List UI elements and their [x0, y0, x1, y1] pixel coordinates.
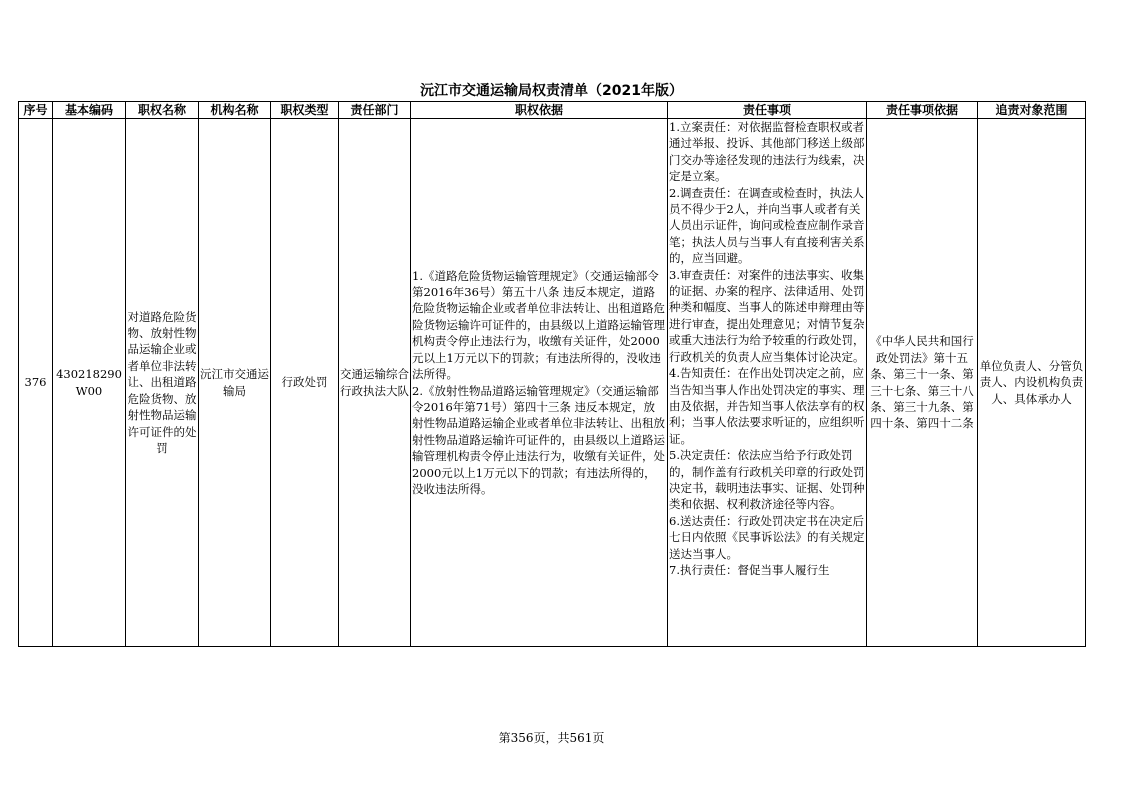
duty-item: 5.决定责任：依法应当给予行政处罚的，制作盖有行政机关印章的行政处罚决定书，载明违法事实、证据、处罚种类和依据、权利救济途径等内容。: [669, 448, 865, 512]
page-title: 沅江市交通运输局权责清单（2021年版）: [420, 83, 683, 99]
cell-scope: 单位负责人、分管负责人、内设机构负责人、具体承办人: [978, 119, 1086, 647]
duty-item: 2.调查责任：在调查或检查时，执法人员不得少于2人，并向当事人或者有关人员出示证件，询问或检查应制作录音笔；执法人员与当事人有直接利害关系的，应当回避。: [669, 185, 865, 266]
cell-org: 沅江市交通运输局: [199, 119, 271, 647]
power-list-table: [18, 101, 1086, 647]
duty-item: 6.送达责任：行政处罚决定书在决定后七日内依照《民事诉讼法》的有关规定送达当事人。: [669, 513, 865, 561]
cell-power-name: 对道路危险货物、放射性物品运输企业或者单位非法转让、出租道路危险货物、放射性物品运输许可证件的处罚: [126, 119, 199, 647]
table-row: [19, 119, 1086, 647]
header-duty-basis: 责任事项依据: [867, 102, 978, 119]
duty-item: 7.执行责任：督促当事人履行生: [669, 562, 830, 577]
header-duties: 责任事项: [668, 102, 867, 119]
duty-item: 1.立案责任：对依据监督检查职权或者通过举报、投诉、其他部门移送上级部门交办等途径发现的违法行为线索，决定是立案。: [669, 120, 865, 184]
header-org: 机构名称: [199, 102, 271, 119]
cell-duties: [668, 119, 867, 647]
basis-item: 1.《道路危险货物运输管理规定》（交通运输部令第2016年36号）第五十八条 违反本规定，道路危险货物运输企业或者单位非法转让、出租道路危险货物运输许可证件的，由县级以上道路运输管理机构责令停止违法行为，收缴有关证件，处2000元以上1万元以下的罚款；有违法所得的，没收违法所得。: [412, 268, 665, 382]
page-number: 第356页，共561页: [498, 731, 605, 745]
cell-basis: [411, 119, 668, 647]
table-header-row: [19, 102, 1086, 119]
basis-item: 2.《放射性物品道路运输管理规定》（交通运输部令2016年第71号）第四十三条 违反本规定，放射性物品道路运输企业或者单位非法转让、出租放射性物品道路运输许可证件的，由县级以上道路运输管理机构责令停止违法行为，收缴有关证件，处2000元以上1万元以下的罚款；有违法所得的，没收违法所得。: [412, 383, 665, 496]
cell-dept: 交通运输综合行政执法大队: [339, 119, 411, 647]
cell-code: 430218290W00: [53, 119, 126, 647]
header-basis: 职权依据: [411, 102, 668, 119]
header-dept: 责任部门: [339, 102, 411, 119]
cell-power-type: 行政处罚: [271, 119, 339, 647]
header-power-name: 职权名称: [126, 102, 199, 119]
duty-item: 3.审查责任：对案件的违法事实、收集的证据、办案的程序、法律适用、处罚种类和幅度、当事人的陈述申辩理由等进行审查，提出处理意见；对情节复杂或重大违法行为给予较重的行政处罚，行政机关的负责人应当集体讨论决定。: [669, 267, 865, 364]
cell-seq: 376: [19, 119, 53, 647]
cell-duty-basis: 《中华人民共和国行政处罚法》第十五条、第三十一条、第三十七条、第三十八条、第三十九条、第四十条、第四十二条: [867, 119, 978, 647]
duty-item: 4.告知责任：在作出处罚决定之前，应当告知当事人作出处罚决定的事实、理由及依据，并告知当事人依法享有的权利；当事人依法要求听证的，应组织听证。: [669, 366, 865, 446]
header-power-type: 职权类型: [271, 102, 339, 119]
header-seq: 序号: [19, 102, 53, 119]
header-code: 基本编码: [53, 102, 126, 119]
header-scope: 追责对象范围: [978, 102, 1086, 119]
